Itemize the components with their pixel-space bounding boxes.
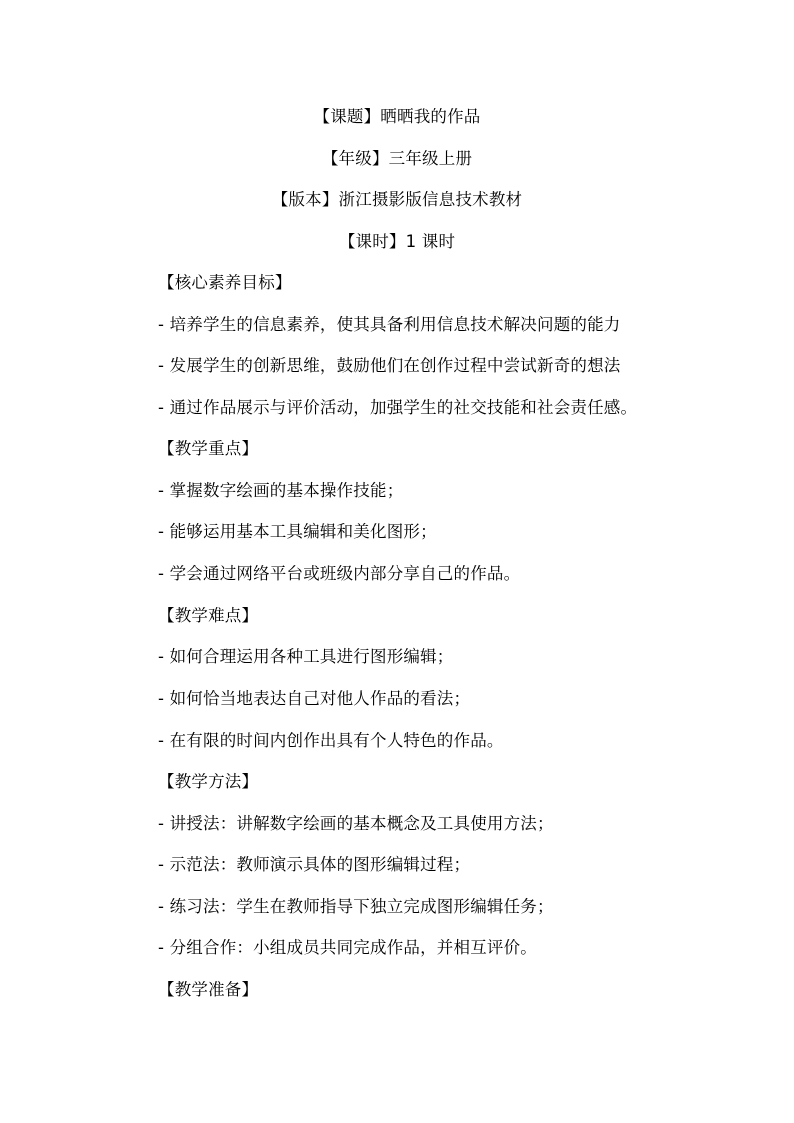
section-heading-core-goals: 【核心素养目标】 [158, 273, 292, 292]
lesson-topic: 【课题】晒晒我的作品 [313, 107, 481, 126]
list-item: - 掌握数字绘画的基本操作技能； [158, 481, 404, 500]
list-item: - 通过作品展示与评价活动，加强学生的社交技能和社会责任感。 [158, 398, 638, 417]
list-item: - 发展学生的创新思维，鼓励他们在创作过程中尝试新奇的想法 [158, 356, 621, 375]
list-item: - 练习法：学生在教师指导下独立完成图形编辑任务； [158, 897, 554, 916]
list-item: - 能够运用基本工具编辑和美化图形； [158, 522, 437, 541]
section-heading-difficulties: 【教学难点】 [158, 606, 259, 625]
section-heading-methods: 【教学方法】 [158, 772, 259, 791]
lesson-grade: 【年级】三年级上册 [321, 149, 473, 168]
lesson-period: 【课时】1 课时 [338, 232, 456, 251]
list-item: - 培养学生的信息素养，使其具备利用信息技术解决问题的能力 [158, 315, 621, 334]
list-item: - 学会通过网络平台或班级内部分享自己的作品。 [158, 564, 521, 583]
lesson-edition: 【版本】浙江摄影版信息技术教材 [271, 190, 523, 209]
list-item: - 在有限的时间内创作出具有个人特色的作品。 [158, 731, 504, 750]
list-item: - 讲授法：讲解数字绘画的基本概念及工具使用方法； [158, 814, 554, 833]
list-item: - 示范法：教师演示具体的图形编辑过程； [158, 855, 471, 874]
list-item: - 如何合理运用各种工具进行图形编辑； [158, 647, 454, 666]
list-item: - 如何恰当地表达自己对他人作品的看法； [158, 689, 471, 708]
list-item: - 分组合作：小组成员共同完成作品，并相互评价。 [158, 938, 537, 957]
section-heading-key-points: 【教学重点】 [158, 439, 259, 458]
section-heading-preparation: 【教学准备】 [158, 980, 259, 999]
